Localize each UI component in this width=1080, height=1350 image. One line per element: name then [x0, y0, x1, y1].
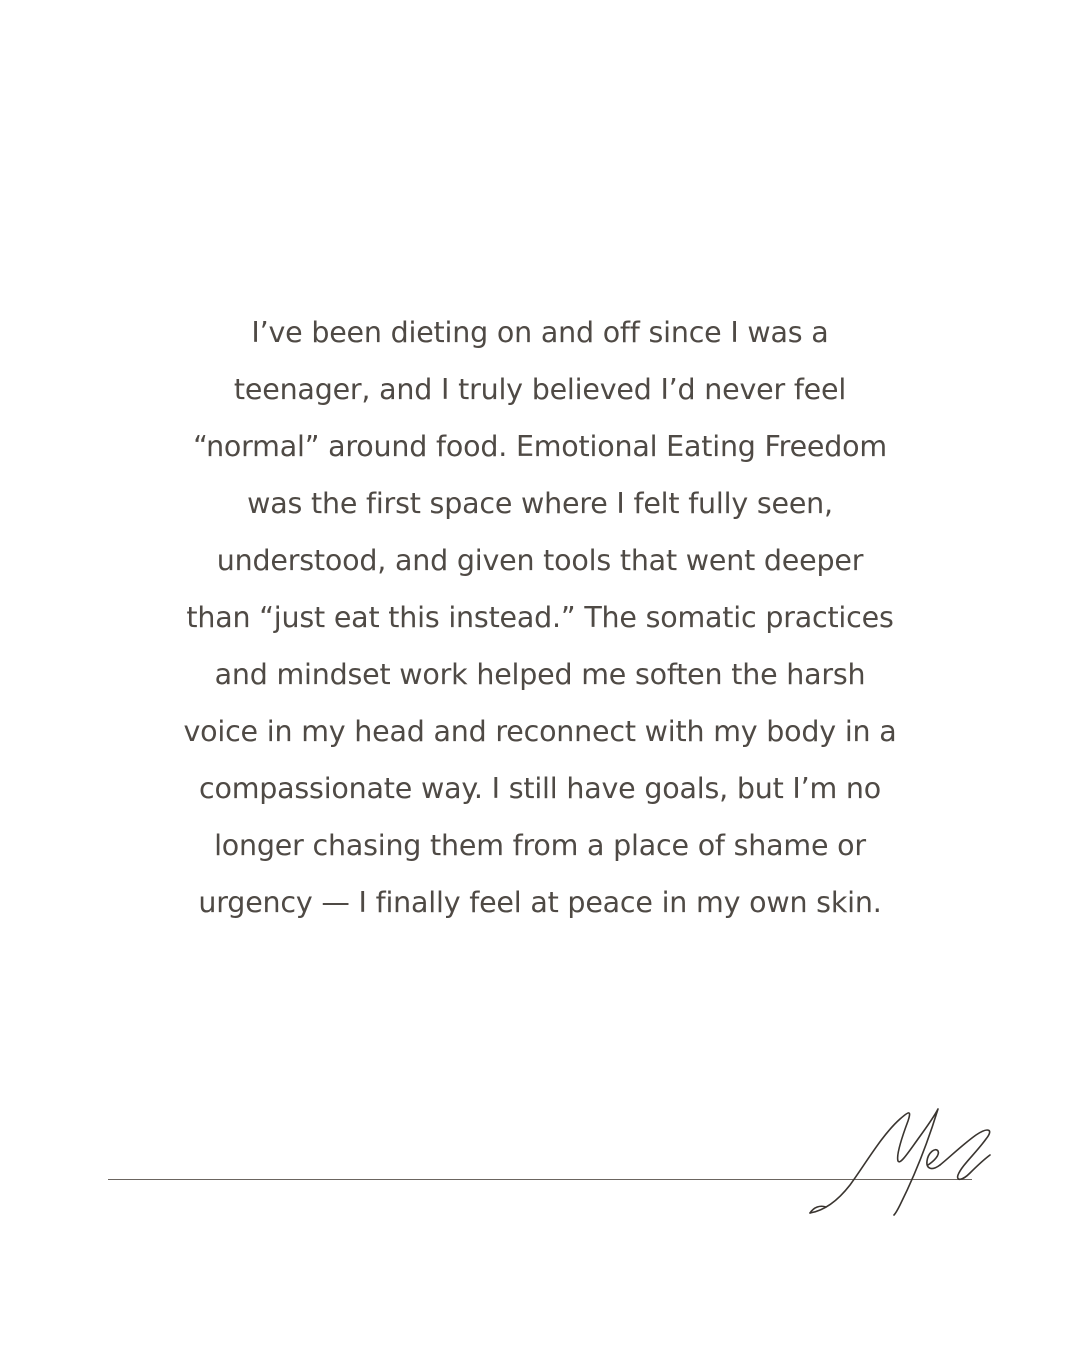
handwritten-signature	[800, 1095, 1010, 1225]
quote-line: voice in my head and reconnect with my body in a	[183, 715, 897, 748]
quote-line: compassionate way. I still have goals, but I’m no	[198, 772, 881, 805]
quote-line: “normal” around food. Emotional Eating Freedom	[193, 430, 887, 463]
quote-line: teenager, and I truly believed I’d never feel	[233, 373, 847, 406]
quote-line: was the first space where I felt fully seen,	[247, 487, 833, 520]
quote-line: longer chasing them from a place of shame or	[214, 829, 866, 862]
quote-line: urgency — I finally feel at peace in my own skin.	[198, 886, 882, 919]
testimonial-quote	[150, 304, 930, 931]
quote-line: I’ve been dieting on and off since I was a	[251, 316, 829, 349]
quote-line: understood, and given tools that went deeper	[216, 544, 864, 577]
quote-line: than “just eat this instead.” The somatic practices	[186, 601, 894, 634]
quote-line: and mindset work helped me soften the harsh	[214, 658, 866, 691]
